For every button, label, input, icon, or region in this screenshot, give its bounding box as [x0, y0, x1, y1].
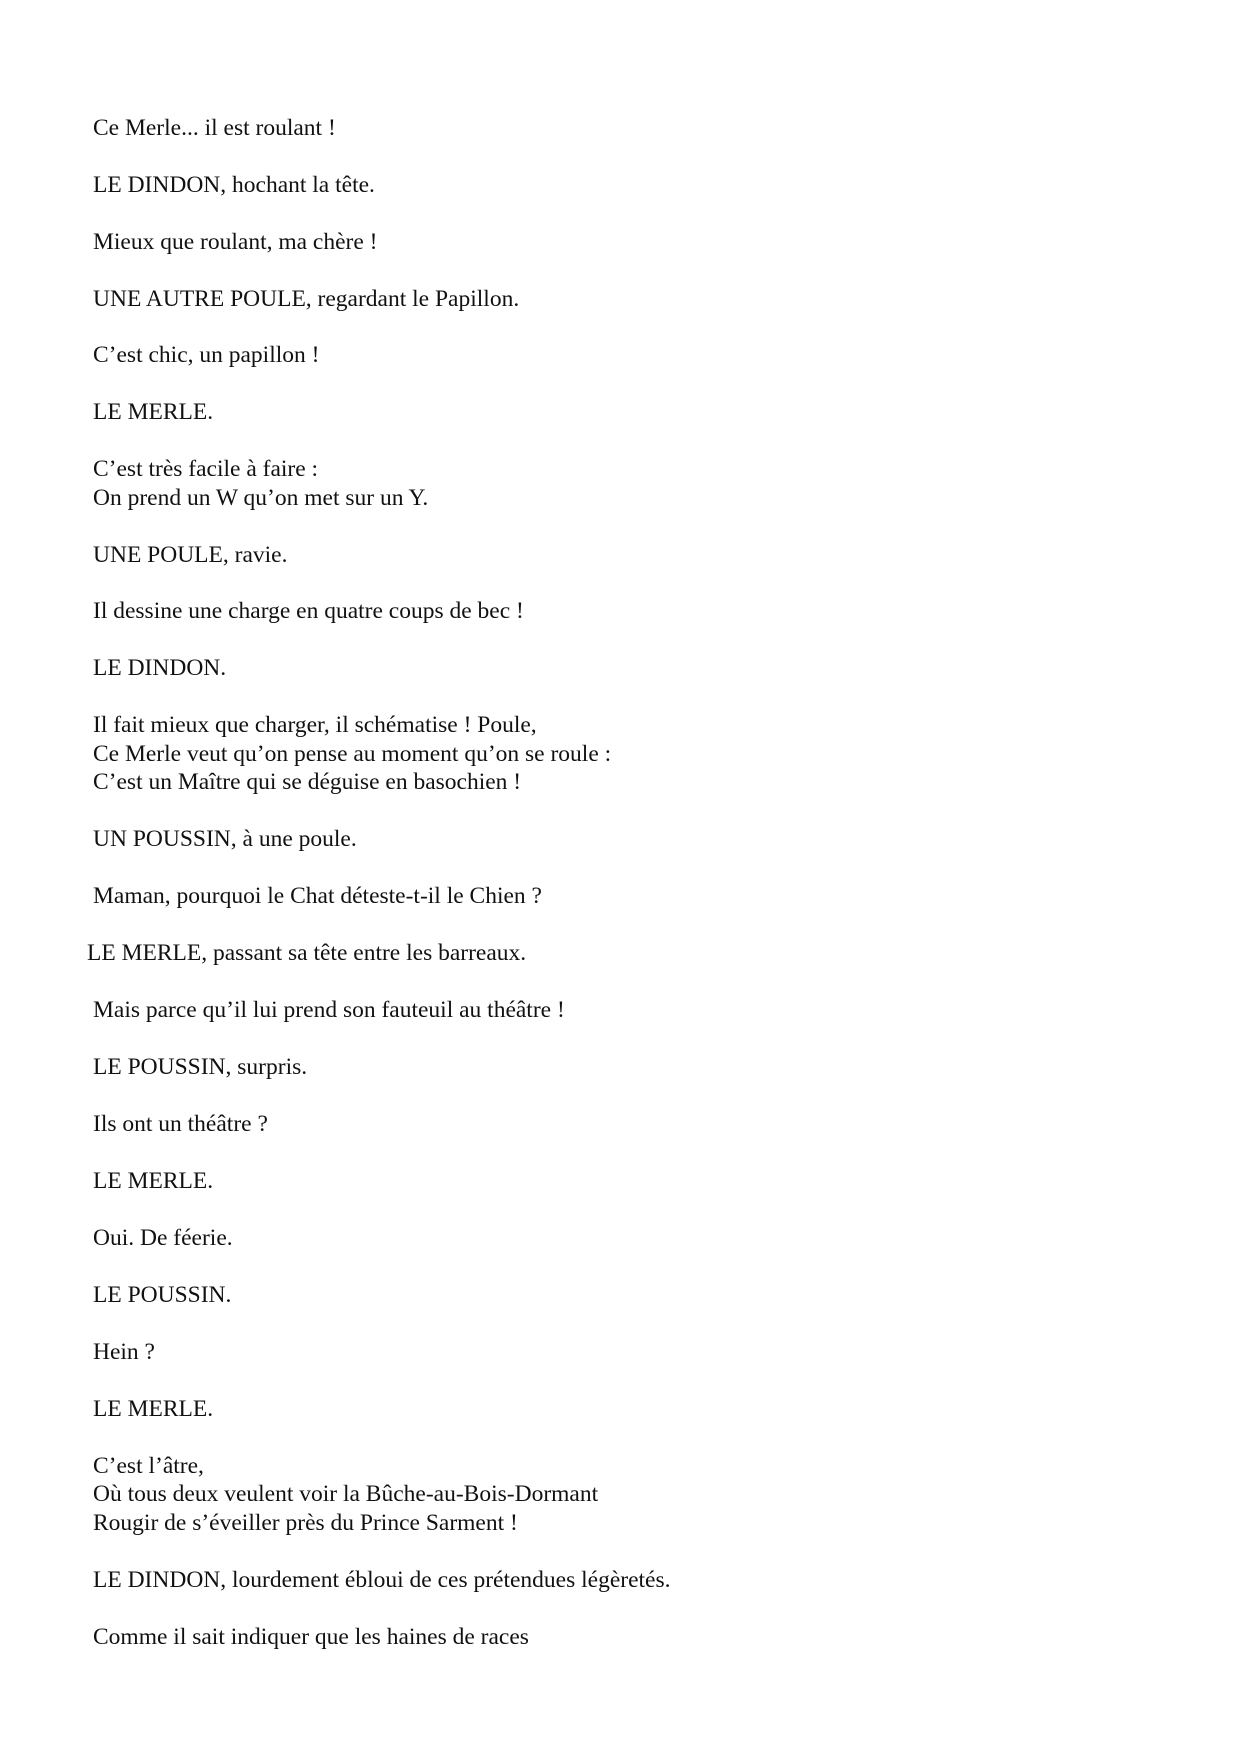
verse-line: Ils ont un théâtre ?	[93, 1111, 268, 1137]
verse-line: Où tous deux veulent voir la Bûche-au-Bois-Dormant	[93, 1481, 599, 1507]
stage-direction: UN POUSSIN, à une poule.	[93, 826, 357, 852]
verse-line: Il dessine une charge en quatre coups de bec !	[93, 598, 524, 624]
verse-line: On prend un W qu’on met sur un Y.	[93, 485, 429, 511]
verse-line: Ce Merle veut qu’on pense au moment qu’on se roule :	[93, 741, 612, 767]
verse-line: C’est très facile à faire :	[93, 456, 319, 482]
verse-line: Il fait mieux que charger, il schématise ! Poule,	[93, 712, 537, 738]
verse-line: Mieux que roulant, ma chère !	[93, 229, 378, 255]
verse-line: Mais parce qu’il lui prend son fauteuil au théâtre !	[93, 997, 565, 1023]
stage-direction: UNE AUTRE POULE, regardant le Papillon.	[93, 286, 520, 312]
speaker-name: LE MERLE.	[93, 1168, 214, 1194]
verse-line: Comme il sait indiquer que les haines de races	[93, 1624, 529, 1650]
stage-direction: LE DINDON, hochant la tête.	[93, 172, 375, 198]
stage-direction: LE MERLE, passant sa tête entre les barreaux.	[87, 940, 527, 966]
stage-direction: UNE POULE, ravie.	[93, 542, 288, 568]
verse-line: Oui. De féerie.	[93, 1225, 233, 1251]
stage-direction: LE DINDON, lourdement ébloui de ces prétendues légèretés.	[93, 1567, 671, 1593]
verse-line: Rougir de s’éveiller près du Prince Sarment !	[93, 1510, 518, 1536]
verse-line: C’est l’âtre,	[93, 1453, 204, 1479]
speaker-name: LE POUSSIN.	[93, 1282, 232, 1308]
verse-line: Hein ?	[93, 1339, 155, 1365]
speaker-name: LE DINDON.	[93, 655, 227, 681]
speaker-name: LE MERLE.	[93, 1396, 214, 1422]
verse-line: C’est un Maître qui se déguise en basochien !	[93, 769, 522, 795]
verse-line: C’est chic, un papillon !	[93, 342, 320, 368]
stage-direction: LE POUSSIN, surpris.	[93, 1054, 308, 1080]
speaker-name: LE MERLE.	[93, 399, 214, 425]
verse-line: Maman, pourquoi le Chat déteste-t-il le Chien ?	[93, 883, 542, 909]
verse-line: Ce Merle... il est roulant !	[93, 115, 336, 141]
